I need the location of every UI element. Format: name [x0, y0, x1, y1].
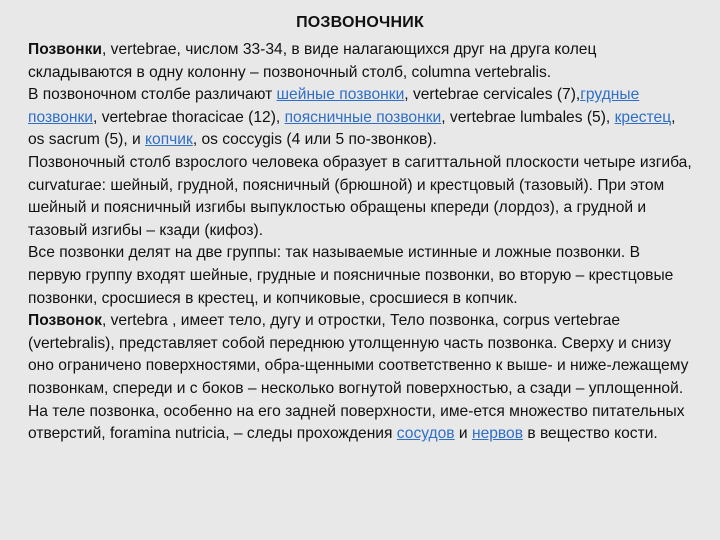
paragraph-vertebra [28, 310, 696, 446]
term-vertebra: Позвонок [28, 312, 102, 330]
paragraph-text: и [454, 425, 472, 443]
link-vessels[interactable]: сосудов [396, 425, 455, 443]
paragraph-curvatures: Позвоночный столб взрослого человека образует в сагиттальной плоскости четыре изгиба, curvaturae: шейный, грудной, поясничный (брюшной) и крестцовый (тазовый). При этом шейный и поясничный изгибы выпуклостью обращены кпереди (лордоз), а грудной и тазовый изгибы – кзади (кифоз). [28, 153, 692, 239]
text-body [28, 39, 696, 446]
paragraph-text: , vertebrae lumbales (5), [441, 108, 615, 126]
link-cervical-vertebrae[interactable]: шейные позвонки [276, 86, 405, 104]
paragraph-text: , vertebrae thoracicae (12), [93, 108, 285, 126]
link-coccyx[interactable]: копчик [145, 131, 193, 149]
paragraph-text: , os sacrum (5), и [28, 108, 676, 149]
page-title: ПОЗВОНОЧНИК [296, 14, 424, 31]
paragraph-text: , vertebra , имеет тело, дугу и отростки, Тело позвонка, corpus vertebrae (vertebralis), представляет собой переднюю утолщенную часть позвонка. Сверху и снизу оно ограничено поверхностями, обра-щенными соответственно к выше- и ниже-лежащему позвонкам, спереди и с боков – несколько вогнутой поверхностью, а сзади – уплощенной. На теле позвонка, особенно на его задней поверхности, име-ется множество питательных отверстий, foramina nutricia, – следы прохождения [28, 312, 689, 443]
link-thoracic-vertebrae[interactable]: грудные позвонки [28, 86, 640, 126]
paragraph-vertebrae [28, 39, 696, 84]
term-vertebrae: Позвонки [28, 41, 102, 58]
paragraph-spine-parts [28, 84, 696, 152]
paragraph-text: , vertebrae, числом 33-34, в виде налагающихся друг на друга колец складываются в одну колонну – позвоночный столб, columna vertebralis. [28, 41, 597, 81]
paragraph-text: , os coccygis (4 или 5 по-звонков). [192, 131, 437, 149]
paragraph-text: , vertebrae cervicales (7), [404, 86, 581, 104]
paragraph-groups: Все позвонки делят на две группы: так называемые истинные и ложные позвонки. В первую группу входят шейные, грудные и поясничные позвонки, во вторую – крестцовые позвонки, сросшиеся в крестец, и копчиковые, сросшиеся в копчик. [28, 244, 674, 307]
link-lumbar-vertebrae[interactable]: поясничные позвонки [284, 108, 442, 126]
paragraph-text: в вещество кости. [523, 425, 658, 443]
paragraph-text: В позвоночном столбе различают [28, 86, 277, 104]
link-nerves[interactable]: нервов [471, 425, 523, 443]
link-sacrum[interactable]: крестец [614, 108, 672, 126]
